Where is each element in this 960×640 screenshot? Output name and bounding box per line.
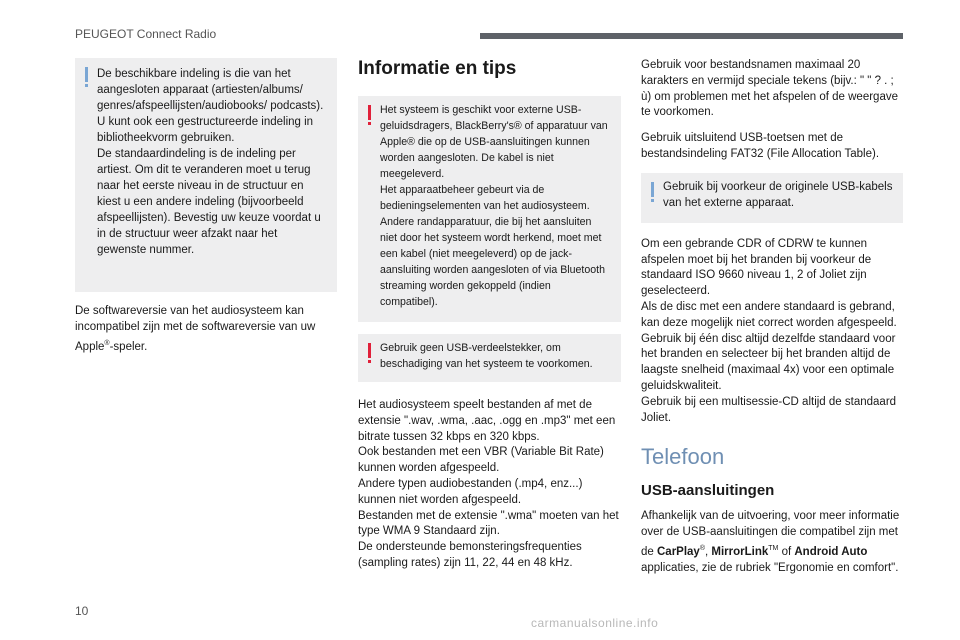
info-box-indeling [75,58,337,292]
usb-subheading: USB-aansluitingen [641,482,775,500]
fat32-text: Gebruik uitsluitend USB-toetsen met de bestandsindeling FAT32 (File Allocation Table). [641,132,880,160]
info-box-cables [641,173,903,223]
filename-text: Gebruik voor bestandsnamen maximaal 20 karakters en vermijd speciale tekens (bijv.: " " ? . ; ù) om problemen met het afspelen of de weergave te voorkomen. [641,59,898,119]
warning-icon [365,343,375,363]
info-icon [82,67,92,87]
header-bar [480,33,903,39]
info-box-text: Gebruik bij voorkeur de originele USB-kabels van het externe apparaat. [663,180,893,209]
watermark: carmanualsonline.info [531,616,659,630]
telefoon-heading: Telefoon [641,444,725,470]
software-version-text: De softwareversie van het audiosysteem kan incompatibel zijn met de softwareversie van uw Apple®-speler. [75,305,316,353]
column-3 [641,58,903,586]
manual-title: PEUGEOT Connect Radio [75,27,217,41]
warning-box-hub [358,334,621,382]
page-number: 10 [75,604,89,618]
info-box-text: De beschikbare indeling is die van het aangesloten apparaat (artiesten/albums/ genres/afspeellijsten/audiobooks/ podcasts). U kunt ook een gestructureerde indeling in bibliotheekvorm gebruiken. De standaardindeling is de indeling per artiest. Om dit te veranderen moet u terug naar het eerste niveau in de structuur en kiest u een andere indeling (bijvoorbeeld afspeellijsten). Bevestig uw keuze voordat u in de structuur weer afzakt naar het gewenste nummer. [97,68,324,256]
warning-box-text: Gebruik geen USB-verdeelstekker, om beschadiging van het systeem te voorkomen. [380,342,593,370]
warning-box-text: Het systeem is geschikt voor externe USB-geluidsdragers, BlackBerry's® of apparatuur van Apple® die op de USB-aansluitingen kunnen worden aangesloten. De kabel is niet meegeleverd. Het apparaatbeheer gebeurt via de bedieningselementen van het audiosysteem. Andere randapparatuur, die bij het aansluiten niet door het systeem wordt herkend, moet met een kabel (niet meegeleverd) op de jack-aansluiting worden aangesloten of via Bluetooth streaming worden gekoppeld (indien compatibel). [380,104,608,308]
usb-connections-text: Afhankelijk van de uitvoering, voor meer informatie over de USB-aansluitingen die compatibel zijn met de CarPlay®, MirrorLink™ of Android Auto applicaties, zie de rubriek "Ergonomie en comfort". [641,510,900,574]
column-2 [358,58,621,582]
warning-icon [365,105,375,125]
info-icon [648,182,658,202]
warning-box-usb [358,96,621,322]
cd-burning-text: Om een gebrande CDR of CDRW te kunnen afspelen moet bij het branden bij voorkeur de standaard ISO 9660 niveau 1, 2 of Joliet zijn geselecteerd. Als de disc met een andere standaard is gebrand, kan deze mogelijk niet correct worden afgespeeld. Gebruik bij één disc altijd dezelfde standaard voor het branden en selecteer bij het branden altijd de laagste snelheid (maximaal 4x) voor een optimale geluidskwaliteit. Gebruik bij een multisessie-CD altijd de standaard Joliet. [641,237,897,424]
page-header [0,0,960,40]
column-1 [75,58,337,365]
audio-formats-text: Het audiosysteem speelt bestanden af met de extensie ".wav, .wma, .aac, .ogg en .mp3" met een bitrate tussen 32 kbps en 320 kbps. Ook bestanden met een VBR (Variable Bit Rate) kunnen worden afgespeeld. Andere typen audiobestanden (.mp4, enz...) kunnen niet worden afgespeeld. Bestanden met de extensie ".wma" moeten van het type WMA 9 Standaard zijn. De ondersteunde bemonsteringsfrequenties (sampling rates) zijn 11, 22, 44 en 48 kHz. [358,399,619,569]
section-heading: Informatie en tips [358,58,517,79]
